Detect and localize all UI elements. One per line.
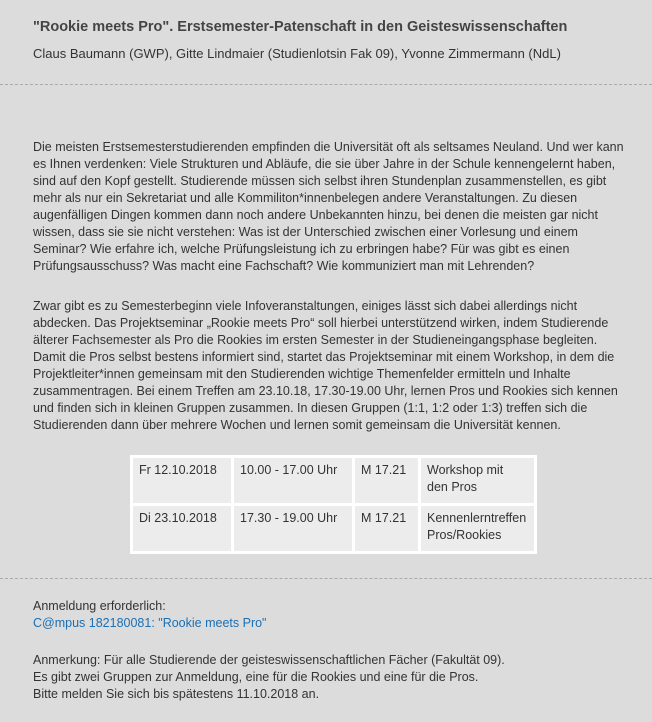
- course-authors: Claus Baumann (GWP), Gitte Lindmaier (Studienlotsin Fak 09), Yvonne Zimmermann (NdL): [33, 46, 561, 61]
- schedule-room: M 17.21: [355, 458, 418, 503]
- text-line: mehr als nur ein Sekretariat und alle Kommiliton*innenbelegen andere Veranstaltungen. Zu diesen: [33, 191, 578, 205]
- text-line: Die meisten Erstsemesterstudierenden empfinden die Universität oft als seltsames Neuland. Und wer kann: [33, 140, 624, 154]
- header-divider: [0, 84, 652, 85]
- course-header: [0, 0, 652, 84]
- text-line: Zwar gibt es zu Semesterbeginn viele Infoveranstaltungen, einiges lässt sich dabei allerdings nicht: [33, 299, 578, 313]
- table-row: [133, 506, 534, 551]
- course-title: "Rookie meets Pro". Erstsemester-Patenschaft in den Geisteswissenschaften: [33, 19, 568, 35]
- text-line: Damit die Pros selbst bestens informiert sind, startet das Projektseminar mit einem Workshop, in dem die: [33, 350, 615, 364]
- text-line: Projektleiter*innen gemeinsam mit den Studierenden wichtige Themenfelder ermitteln und Inhalte: [33, 367, 571, 381]
- description-line: Pros/Rookies: [427, 528, 502, 542]
- note-line: Es gibt zwei Gruppen zur Anmeldung, eine für die Rookies und eine für die Pros.: [33, 670, 479, 684]
- footer-divider: [0, 578, 652, 579]
- schedule-date: Fr 12.10.2018: [133, 458, 231, 503]
- text-line: Seminar? Wie erfahre ich, welche Prüfungsleistung ich zu erbringen habe? Für was gibt es einen: [33, 242, 570, 256]
- text-line: abdecken. Das Projektseminar „Rookie meets Pro“ soll hierbei unterstützend wirken, indem Studierende: [33, 316, 609, 330]
- description-line: Kennenlerntreffen: [427, 511, 527, 525]
- registration-note: [33, 652, 505, 703]
- description-paragraph-2: [33, 298, 651, 434]
- text-line: Prüfungsausschuss? Was macht eine Fachschaft? Wie kommuniziert man mit Lehrenden?: [33, 259, 535, 273]
- schedule-description: [421, 506, 534, 551]
- text-line: Studierenden dann über mehrere Wochen und lernen somit gemeinsam die Universität kennen.: [33, 418, 561, 432]
- schedule-date: Di 23.10.2018: [133, 506, 231, 551]
- schedule-time: 17.30 - 19.00 Uhr: [234, 506, 352, 551]
- text-line: älterer Fachsemester als Pro die Rookies im ersten Semester in der Studieneingangsphase begleiten.: [33, 333, 598, 347]
- text-line: und finden sich in kleinen Gruppen zusammen. In diesen Gruppen (1:1, 1:2 oder 1:3) treffen sich die: [33, 401, 588, 415]
- schedule-table: [130, 455, 537, 554]
- registration-label: Anmeldung erforderlich:: [33, 599, 166, 613]
- text-line: zusammentragen. Bei einem Treffen am 23.10.18, 17.30-19.00 Uhr, lernen Pros und Rookies sich kennen: [33, 384, 618, 398]
- table-row: [133, 458, 534, 503]
- schedule-room: M 17.21: [355, 506, 418, 551]
- text-line: wissen, dass sie sie nicht verstehen: Was ist der Unterschied zwischen einer Vorlesung und einem: [33, 225, 578, 239]
- schedule-description: [421, 458, 534, 503]
- note-line: Anmerkung: Für alle Studierende der geisteswissenschaftlichen Fächer (Fakultät 09).: [33, 653, 505, 667]
- schedule-time: 10.00 - 17.00 Uhr: [234, 458, 352, 503]
- text-line: augenfälligen Dingen kommen dann noch andere Unbekannten hinzu, bei denen die meisten gar nicht: [33, 208, 598, 222]
- note-line: Bitte melden Sie sich bis spätestens 11.10.2018 an.: [33, 687, 320, 701]
- text-line: es Ihnen verdenken: Viele Strukturen und Abläufe, die sie über Jahre in der Schule kennengelernt haben,: [33, 157, 616, 171]
- description-line: Workshop mit: [427, 463, 504, 477]
- description-line: den Pros: [427, 480, 478, 494]
- text-line: sind auf den Kopf gestellt. Studierende müssen sich selbst ihren Stundenplan zusammenstellen, es gibt: [33, 174, 607, 188]
- registration-link[interactable]: C@mpus 182180081: "Rookie meets Pro": [33, 616, 267, 630]
- description-paragraph-1: [33, 139, 651, 275]
